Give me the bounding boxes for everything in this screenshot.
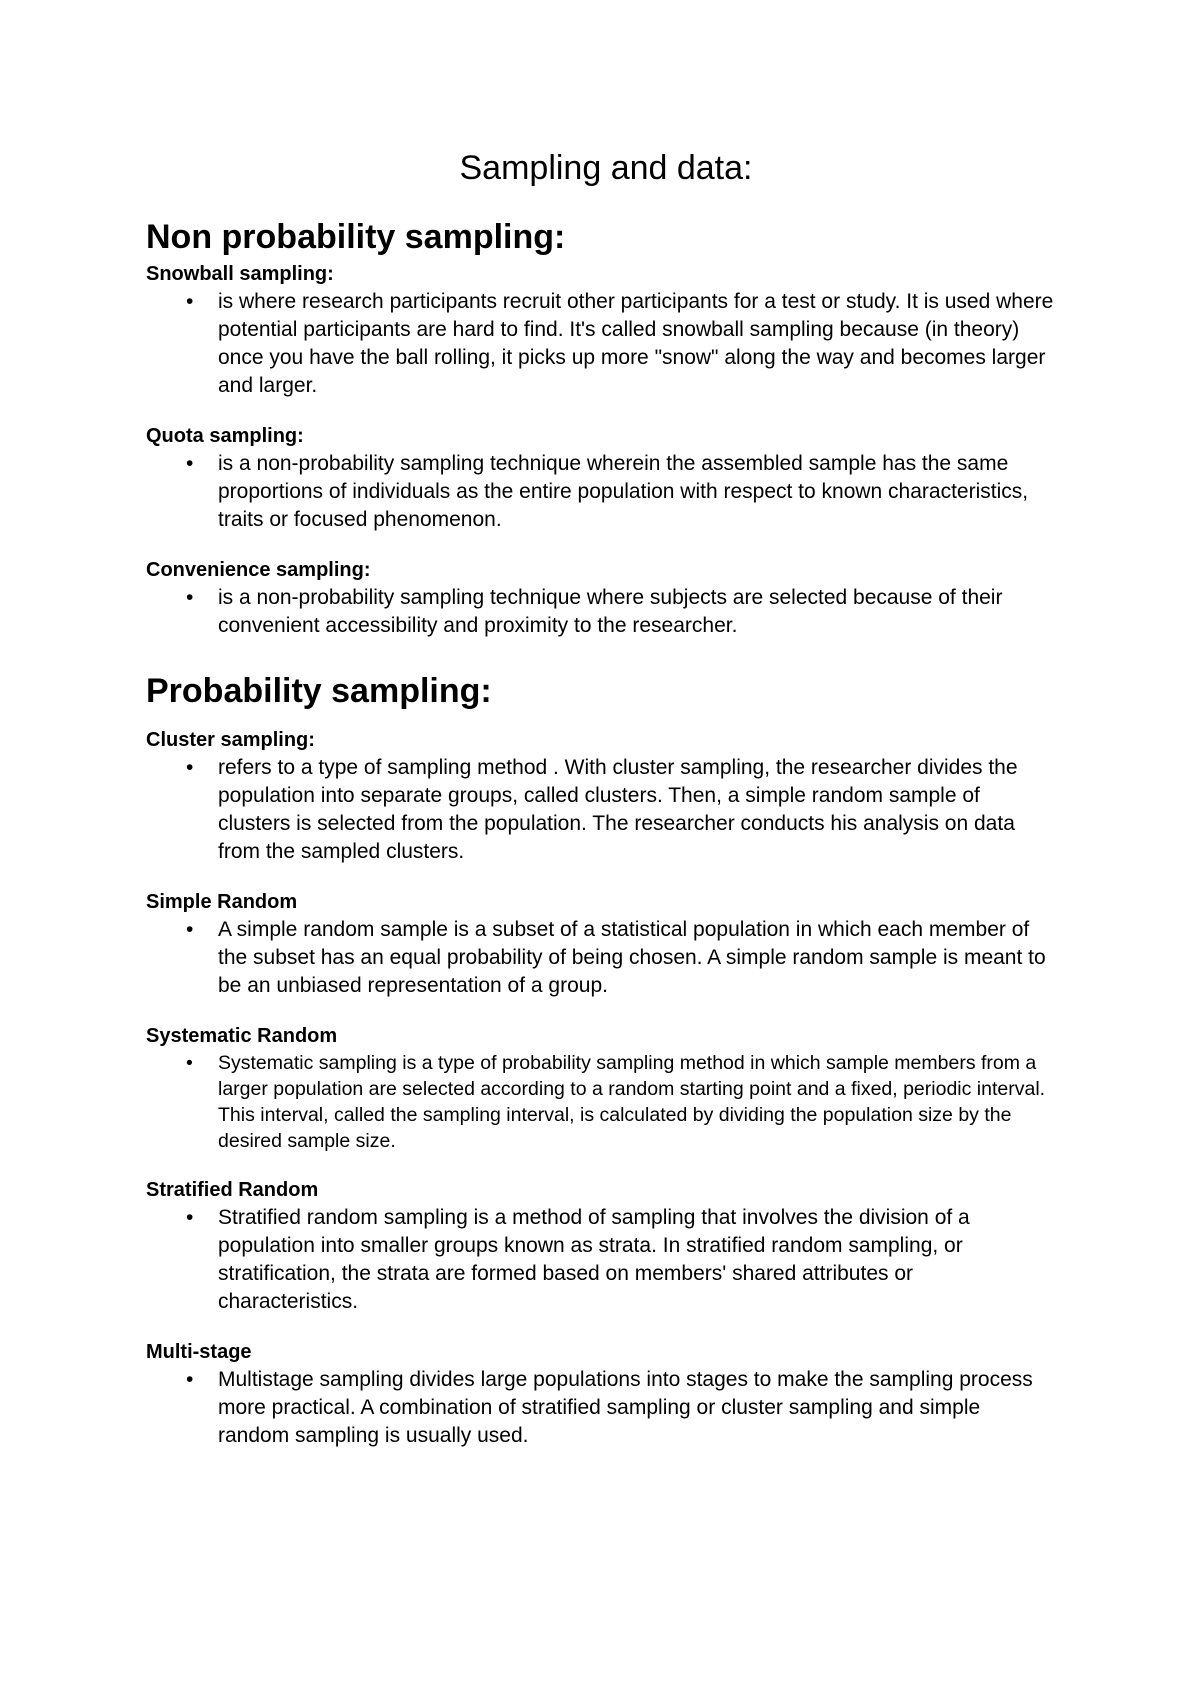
- subsection-cluster: [146, 726, 1066, 866]
- bullet-text: refers to a type of sampling method . With cluster sampling, the researcher divides the population into separate groups, called clusters. Then, a simple random sample of clusters is selected from the population. The researcher conducts his analysis on data from the sampled clusters.: [218, 756, 1018, 863]
- bullet-text: A simple random sample is a subset of a statistical population in which each member of the subset has an equal probability of being chosen. A simple random sample is meant to be an unbiased representation of a group.: [218, 918, 1046, 997]
- bullet-icon: •: [186, 1206, 194, 1229]
- bullet-list: [146, 584, 1066, 640]
- subsection-snowball: [146, 260, 1066, 400]
- list-item: [146, 450, 1056, 534]
- bullet-icon: •: [186, 1368, 194, 1391]
- bullet-icon: •: [186, 290, 194, 313]
- bullet-icon: •: [186, 586, 194, 609]
- subsection-simple-random: [146, 888, 1066, 1000]
- bullet-list: [146, 1050, 1066, 1154]
- bullet-list: [146, 1204, 1066, 1316]
- document-title: Sampling and data:: [459, 149, 753, 187]
- subsection-stratified-random: [146, 1176, 1066, 1316]
- section-heading-probability: Probability sampling:: [146, 672, 492, 710]
- subsection-heading: Simple Random: [146, 891, 298, 913]
- subsection-multi-stage: [146, 1338, 1066, 1450]
- bullet-list: [146, 450, 1066, 534]
- list-item: [146, 584, 1056, 640]
- section-heading-non-probability: Non probability sampling:: [146, 218, 566, 256]
- list-item: [146, 916, 1056, 1000]
- bullet-icon: •: [186, 918, 194, 941]
- bullet-list: [146, 1366, 1066, 1450]
- bullet-icon: •: [186, 452, 194, 475]
- bullet-list: [146, 288, 1066, 400]
- list-item: [146, 1050, 1056, 1154]
- bullet-text: Stratified random sampling is a method of sampling that involves the division of a population into smaller groups known as strata. In stratified random sampling, or stratification, the strata are formed based on members' shared attributes or characteristics.: [218, 1206, 970, 1313]
- bullet-text: Systematic sampling is a type of probability sampling method in which sample members from a larger population are selected according to a random starting point and a fixed, periodic interval. This interval, called the sampling interval, is calculated by dividing the population size by the desired sample size.: [218, 1052, 1046, 1152]
- subsection-heading: Quota sampling:: [146, 425, 304, 447]
- bullet-list: [146, 754, 1066, 866]
- bullet-icon: •: [186, 1052, 193, 1074]
- subsection-heading: Snowball sampling:: [146, 263, 334, 285]
- bullet-text: is a non-probability sampling technique wherein the assembled sample has the same proportions of individuals as the entire population with respect to known characteristics, traits or focused phenomenon.: [218, 452, 1029, 531]
- subsection-heading: Systematic Random: [146, 1025, 338, 1047]
- list-item: [146, 1366, 1056, 1450]
- subsection-heading: Cluster sampling:: [146, 729, 315, 751]
- subsection-heading: Multi-stage: [146, 1341, 252, 1363]
- subsection-heading: Convenience sampling:: [146, 559, 371, 581]
- subsection-heading: Stratified Random: [146, 1179, 319, 1201]
- subsection-convenience: [146, 556, 1066, 640]
- bullet-text: is a non-probability sampling technique where subjects are selected because of their convenient accessibility and proximity to the researcher.: [218, 586, 1003, 637]
- list-item: [146, 288, 1056, 400]
- subsection-systematic-random: [146, 1022, 1066, 1154]
- bullet-text: is where research participants recruit other participants for a test or study. It is used where potential participants are hard to find. It's called snowball sampling because (in theory) once you have the ball rolling, it picks up more "snow" along the way and becomes larger and larger.: [218, 290, 1054, 397]
- subsection-quota: [146, 422, 1066, 534]
- list-item: [146, 1204, 1056, 1316]
- bullet-text: Multistage sampling divides large populations into stages to make the sampling process more practical. A combination of stratified sampling or cluster sampling and simple random sampling is usually used.: [218, 1368, 1033, 1447]
- bullet-list: [146, 916, 1066, 1000]
- document-content: [146, 144, 1066, 1472]
- list-item: [146, 754, 1056, 866]
- bullet-icon: •: [186, 756, 194, 779]
